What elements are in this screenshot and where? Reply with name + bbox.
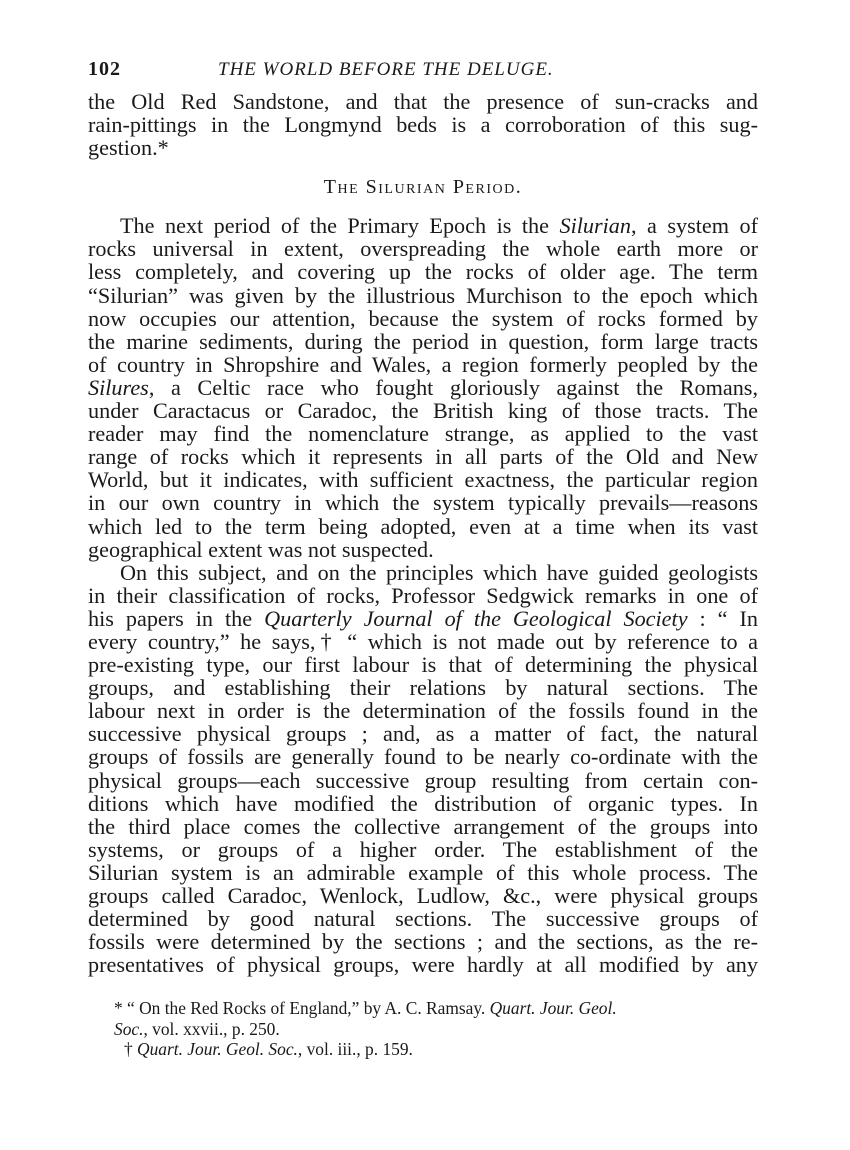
text-line: now occupies our attention, because the system of rocks formed by: [88, 305, 758, 331]
paragraph-silurian: [88, 214, 758, 560]
text-line: under Caractacus or Caradoc, the British king of those tracts. The: [88, 398, 758, 424]
footnotes: [88, 998, 758, 1060]
text-line: range of rocks which it represents in all parts of the Old and New: [88, 444, 758, 470]
text-line: pre-existing type, our first labour is that of determining the physical: [88, 652, 758, 678]
footnote-sedgwick: † Quart. Jour. Geol. Soc., vol. iii., p. 159.: [124, 1039, 413, 1060]
text-line: groups of fossils are generally found to be nearly co-ordinate with the: [88, 744, 758, 770]
running-head: [88, 58, 758, 90]
text-line: presentatives of physical groups, were hardly at all modified by any: [88, 952, 758, 978]
text-line: the third place comes the collective arrangement of the groups into: [88, 813, 758, 839]
text-line: groups called Caradoc, Wenlock, Ludlow, &c., were physical groups: [88, 883, 758, 908]
text-line: in their classification of rocks, Professor Sedgwick remarks in one of: [88, 582, 758, 608]
text-line: in our own country in which the system typically prevails—reasons: [88, 490, 758, 516]
text-line: Silures, a Celtic race who fought gloriously against the Romans,: [88, 374, 758, 400]
text-line: Silurian system is an admirable example of this whole process. The: [88, 859, 758, 885]
section-heading: The Silurian Period.: [323, 176, 523, 199]
text-line: rocks universal in extent, overspreading the whole earth more or: [88, 236, 758, 262]
text-line: the Old Red Sandstone, and that the presence of sun-cracks and: [88, 89, 758, 114]
text-line: the marine sediments, during the period in question, form large tracts: [88, 328, 758, 354]
running-title: THE WORLD BEFORE THE DELUGE.: [218, 59, 554, 80]
text-line: which led to the term being adopted, even at a time when its vast: [88, 513, 758, 539]
text-line: less completely, and covering up the rocks of older age. The term: [88, 259, 758, 285]
paragraph-sedgwick: [88, 561, 758, 977]
text-line: groups, and establishing their relations by natural sections. The: [88, 675, 758, 701]
text-line: successive physical groups ; and, as a matter of fact, the natural: [88, 721, 758, 747]
text-line: ditions which have modified the distribution of organic types. In: [88, 790, 758, 816]
text-line: “Silurian” was given by the illustrious Murchison to the epoch which: [88, 282, 758, 308]
footnote-ramsay-continued: Soc., vol. xxvii., p. 250.: [114, 1018, 280, 1039]
intro-paragraph: [88, 90, 758, 159]
text-line: physical groups—each successive group resulting from certain con-: [88, 767, 758, 793]
page-number: 102: [88, 58, 121, 80]
text-line: The next period of the Primary Epoch is the Silurian, a system of: [120, 213, 758, 239]
text-line: geographical extent was not suspected.: [88, 536, 434, 562]
text-line: of country in Shropshire and Wales, a region formerly peopled by the: [88, 351, 758, 377]
text-line: determined by good natural sections. The successive groups of: [88, 906, 758, 932]
text-line: reader may find the nomenclature strange, as applied to the vast: [88, 421, 758, 447]
text-line: his papers in the Quarterly Journal of the Geological Society : “ In: [88, 605, 758, 631]
text-line: labour next in order is the determination of the fossils found in the: [88, 698, 758, 724]
text-line: systems, or groups of a higher order. The establishment of the: [88, 836, 758, 862]
text-line: gestion.*: [88, 135, 169, 161]
text-line: every country,” he says,† “ which is not made out by reference to a: [88, 628, 758, 654]
text-line: fossils were determined by the sections ; and the sections, as the re-: [88, 929, 758, 955]
footnote-ramsay: * “ On the Red Rocks of England,” by A. C. Ramsay. Quart. Jour. Geol.: [114, 998, 617, 1019]
text-line: World, but it indicates, with sufficient exactness, the particular region: [88, 467, 758, 493]
text-line: On this subject, and on the principles which have guided geologists: [120, 559, 758, 585]
text-line: rain-pittings in the Longmynd beds is a corroboration of this sug-: [88, 112, 758, 138]
